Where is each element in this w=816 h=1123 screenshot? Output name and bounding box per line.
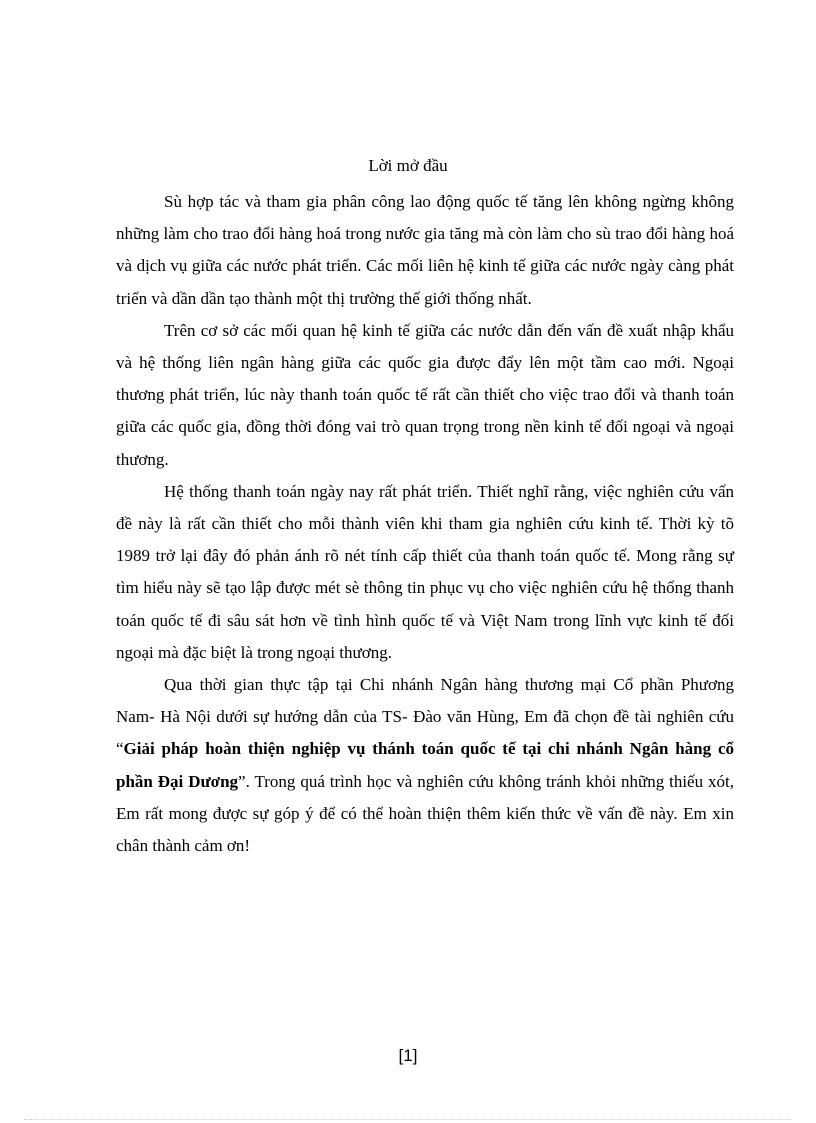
paragraph-4-text-before: Qua thời gian thực tập tại Chi nhánh Ngân hàng thương mại Cổ phần Phương Nam- Hà Nội dưới sự hướng dẫn của TS- Đào văn Hùng, Em đã chọn đề tài nghiên cứu “ xyxy=(116,675,734,759)
paragraph-1: Sù hợp tác và tham gia phân công lao động quốc tế tăng lên không ngừng không những làm cho trao đổi hàng hoá trong nước gia tăng mà còn làm cho sù trao đổi hàng hoá và dịch vụ giữa các nước phát triển. Các mối liên hệ kinh tế giữa các nước ngày càng phát triển và dần dần tạo thành một thị trường thế giới thống nhất. xyxy=(116,192,734,308)
page-bottom-divider xyxy=(24,1119,792,1120)
document-title: Lời mở đầu xyxy=(368,156,448,175)
page-number: [1] xyxy=(398,1046,418,1065)
paragraph-4-text-after: ”. Trong quá trình học và nghiên cứu không tránh khỏi những thiếu xót, Em rất mong được sự góp ý để có thể hoàn thiện thêm kiến thức về vấn đề này. Em xin chân thành cảm ơn! xyxy=(116,771,734,856)
paragraph-4 xyxy=(116,669,734,862)
document-body xyxy=(116,186,734,862)
paragraph-2: Trên cơ sở các mối quan hệ kinh tế giữa các nước dẫn đến vấn đề xuất nhập khẩu và hệ thống liên ngân hàng giữa các quốc gia được đẩy lên một tầm cao mới. Ngoại thương phát triển, lúc này thanh toán quốc tế rất cần thiết cho việc trao đổi và thanh toán giữa các quốc gia, đồng thời đóng vai trò quan trọng trong nền kinh tế đối ngoại và ngoại thương. xyxy=(116,320,734,469)
paragraph-3: Hệ thống thanh toán ngày nay rất phát triển. Thiết nghĩ rằng, việc nghiên cứu vấn đề này là rất cần thiết cho mỗi thành viên khi tham gia nghiên cứu kinh tế. Thời kỳ tõ 1989 trở lại đây đó phản ánh rõ nét tính cấp thiết của thanh toán quốc tế. Mong rằng sự tìm hiểu này sẽ tạo lập được mét sè thông tin phục vụ cho việc nghiên cứu hệ thống thanh toán quốc tế đi sâu sát hơn về tình hình quốc tế và Việt Nam trong lĩnh vực kinh tế đối ngoại mà đặc biệt là trong ngoại thương. xyxy=(116,481,734,662)
thesis-topic-title: Giải pháp hoàn thiện nghiệp vụ thánh toán quốc tế tại chi nhánh Ngân hàng cổ phần Đại Dương xyxy=(116,739,734,791)
